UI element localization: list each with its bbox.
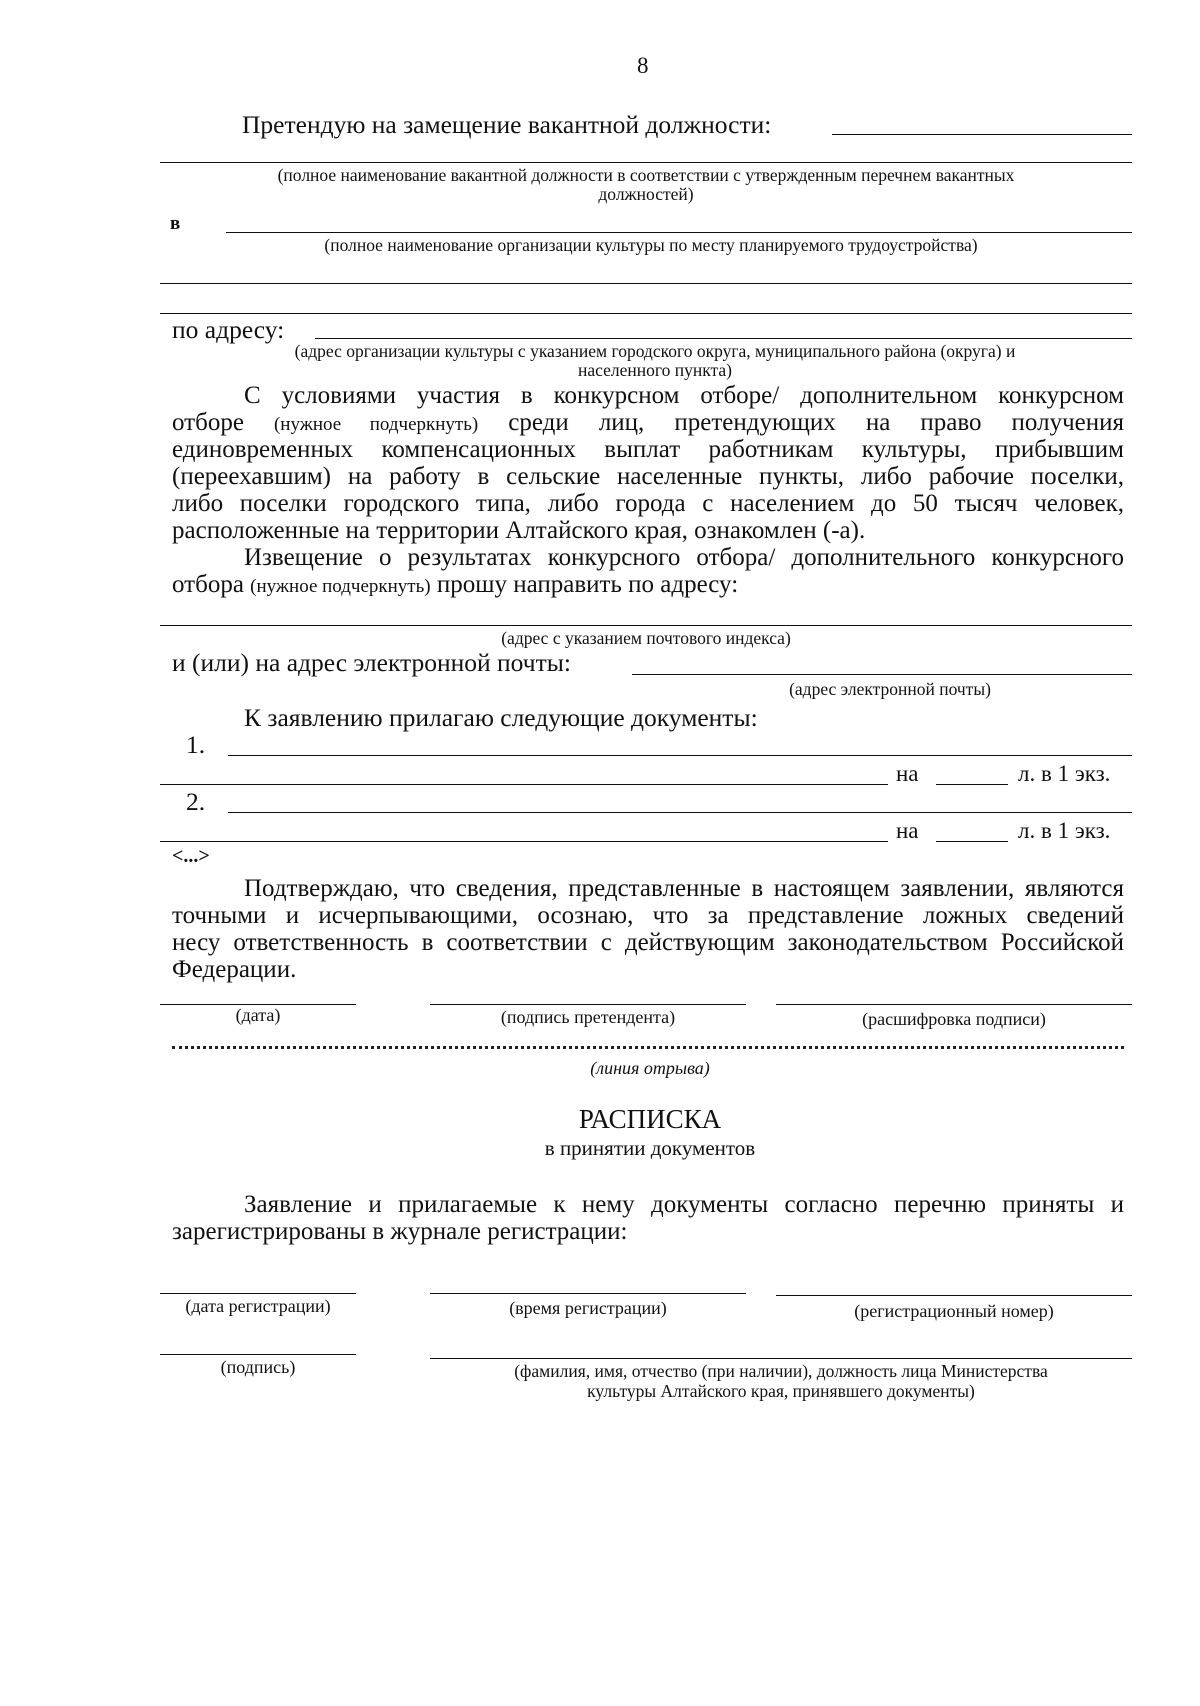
conditions-line-2 — [172, 409, 1124, 438]
address-caption-line-1: (адрес организации культуры с указанием городского округа, муниципального района (округа) и — [294, 341, 1016, 361]
receiver-name-caption-line-1: (фамилия, имя, отчество (при наличии), должность лица Министерства — [514, 1361, 1048, 1381]
conditions-rest: среди лиц, претендующих на право получения — [508, 409, 1124, 436]
org-caption: (полное наименование организации культуры по месту планируемого трудоустройства) — [324, 235, 978, 255]
decoding-caption: (расшифровка подписи) — [862, 1009, 1046, 1029]
attachment-2-field[interactable] — [228, 812, 1132, 813]
conditions-line-3: единовременных компенсационных выплат работникам культуры, прибывшим — [172, 436, 1124, 463]
position-field-line-2[interactable] — [160, 162, 1132, 163]
position-label: Претендую на замещение вакантной должности: — [242, 110, 772, 139]
underline-hint-2: (нужное подчеркнуть) — [250, 576, 431, 597]
position-field[interactable] — [832, 134, 1132, 135]
receiver-name-field[interactable] — [430, 1358, 1132, 1359]
postal-address-field[interactable] — [160, 625, 1132, 626]
receipt-title: РАСПИСКА — [578, 1104, 722, 1134]
notice-rest: прошу направить по адресу: — [436, 571, 739, 598]
receiver-sign-field[interactable] — [160, 1354, 356, 1355]
address-field[interactable] — [315, 338, 1132, 339]
email-caption: (адрес электронной почты) — [789, 679, 991, 699]
reg-date-caption: (дата регистрации) — [185, 1296, 331, 1316]
attachment-1-field-line-2[interactable] — [160, 784, 888, 785]
conditions-line-4: (переехавшим) на работу в сельские населенные пункты, либо рабочие поселки, — [172, 463, 1124, 490]
conditions-line-6: расположенные на территории Алтайского края, ознакомлен (-а). — [172, 517, 866, 544]
receipt-text-line-1: Заявление и прилагаемые к нему документы согласно перечню приняты и — [244, 1191, 1124, 1218]
attachment-2-na: на — [896, 818, 919, 843]
conditions-line-1: С условиями участия в конкурсном отборе/ дополнительном конкурсном — [244, 382, 1124, 409]
conditions-word: отборе — [172, 409, 244, 436]
tear-line-caption: (линия отрыва) — [590, 1058, 710, 1078]
attachment-1-tail: л. в 1 экз. — [1018, 761, 1111, 786]
page-number: 8 — [637, 53, 649, 78]
position-caption-line-2: должностей) — [598, 184, 694, 204]
conditions-line-5: либо поселки городского типа, либо города с населением до 50 тысяч человек, — [172, 490, 1124, 517]
signature-caption: (подпись претендента) — [500, 1007, 676, 1027]
postal-caption: (адрес с указанием почтового индекса) — [501, 628, 791, 648]
address-label: по адресу: — [172, 315, 285, 344]
reg-time-field[interactable] — [430, 1293, 746, 1294]
organization-field[interactable] — [226, 232, 1132, 233]
attachment-2-pages-field[interactable] — [936, 841, 1008, 842]
underline-hint: (нужное подчеркнуть) — [273, 414, 479, 435]
receipt-text-line-2: зарегистрированы в журнале регистрации: — [172, 1218, 628, 1245]
receipt-subtitle: в принятии документов — [544, 1136, 756, 1160]
tear-line — [172, 1046, 1124, 1049]
date-caption: (дата) — [235, 1005, 281, 1025]
decoding-field[interactable] — [776, 1004, 1132, 1005]
organization-field-line-3[interactable] — [160, 313, 1132, 314]
attachment-2-tail: л. в 1 экз. — [1018, 818, 1111, 843]
attachments-intro: К заявлению прилагаю следующие документы: — [244, 703, 758, 732]
reg-date-field[interactable] — [160, 1293, 356, 1294]
address-caption-line-2: населенного пункта) — [578, 360, 732, 380]
attachment-1-pages-field[interactable] — [936, 784, 1008, 785]
confirm-line-4: Федерации. — [172, 956, 297, 983]
signature-field[interactable] — [430, 1004, 746, 1005]
reg-number-field[interactable] — [776, 1295, 1132, 1296]
confirm-line-3: несу ответственность в соответствии с действующим законодательством Российской — [172, 929, 1124, 956]
attachment-1-field[interactable] — [228, 755, 1132, 756]
notice-line-2 — [172, 571, 738, 600]
notice-line-1: Извещение о результатах конкурсного отбора/ дополнительного конкурсного — [244, 544, 1124, 571]
reg-number-caption: (регистрационный номер) — [854, 1301, 1054, 1321]
position-caption-line-1: (полное наименование вакантной должности в соответствии с утвержденным перечнем вакантных — [277, 165, 1015, 185]
attachment-2-number: 2. — [186, 787, 206, 816]
notice-word: отбора — [172, 571, 244, 598]
confirm-line-2: точными и исчерпывающими, осознаю, что за представление ложных сведений — [172, 902, 1124, 929]
organization-field-line-2[interactable] — [160, 283, 1132, 284]
reg-time-caption: (время регистрации) — [509, 1298, 667, 1318]
email-label: и (или) на адрес электронной почты: — [172, 648, 571, 677]
receiver-sign-caption: (подпись) — [220, 1357, 296, 1377]
org-prefix: в — [170, 213, 181, 234]
email-field[interactable] — [632, 674, 1132, 675]
ellipsis-marker: <...> — [172, 845, 210, 867]
attachment-2-field-line-2[interactable] — [160, 841, 888, 842]
attachment-1-na: на — [896, 761, 919, 786]
confirm-line-1: Подтверждаю, что сведения, представленные в настоящем заявлении, являются — [244, 875, 1124, 902]
receiver-name-caption-line-2: культуры Алтайского края, принявшего документы) — [587, 1381, 975, 1401]
attachment-1-number: 1. — [186, 730, 206, 759]
